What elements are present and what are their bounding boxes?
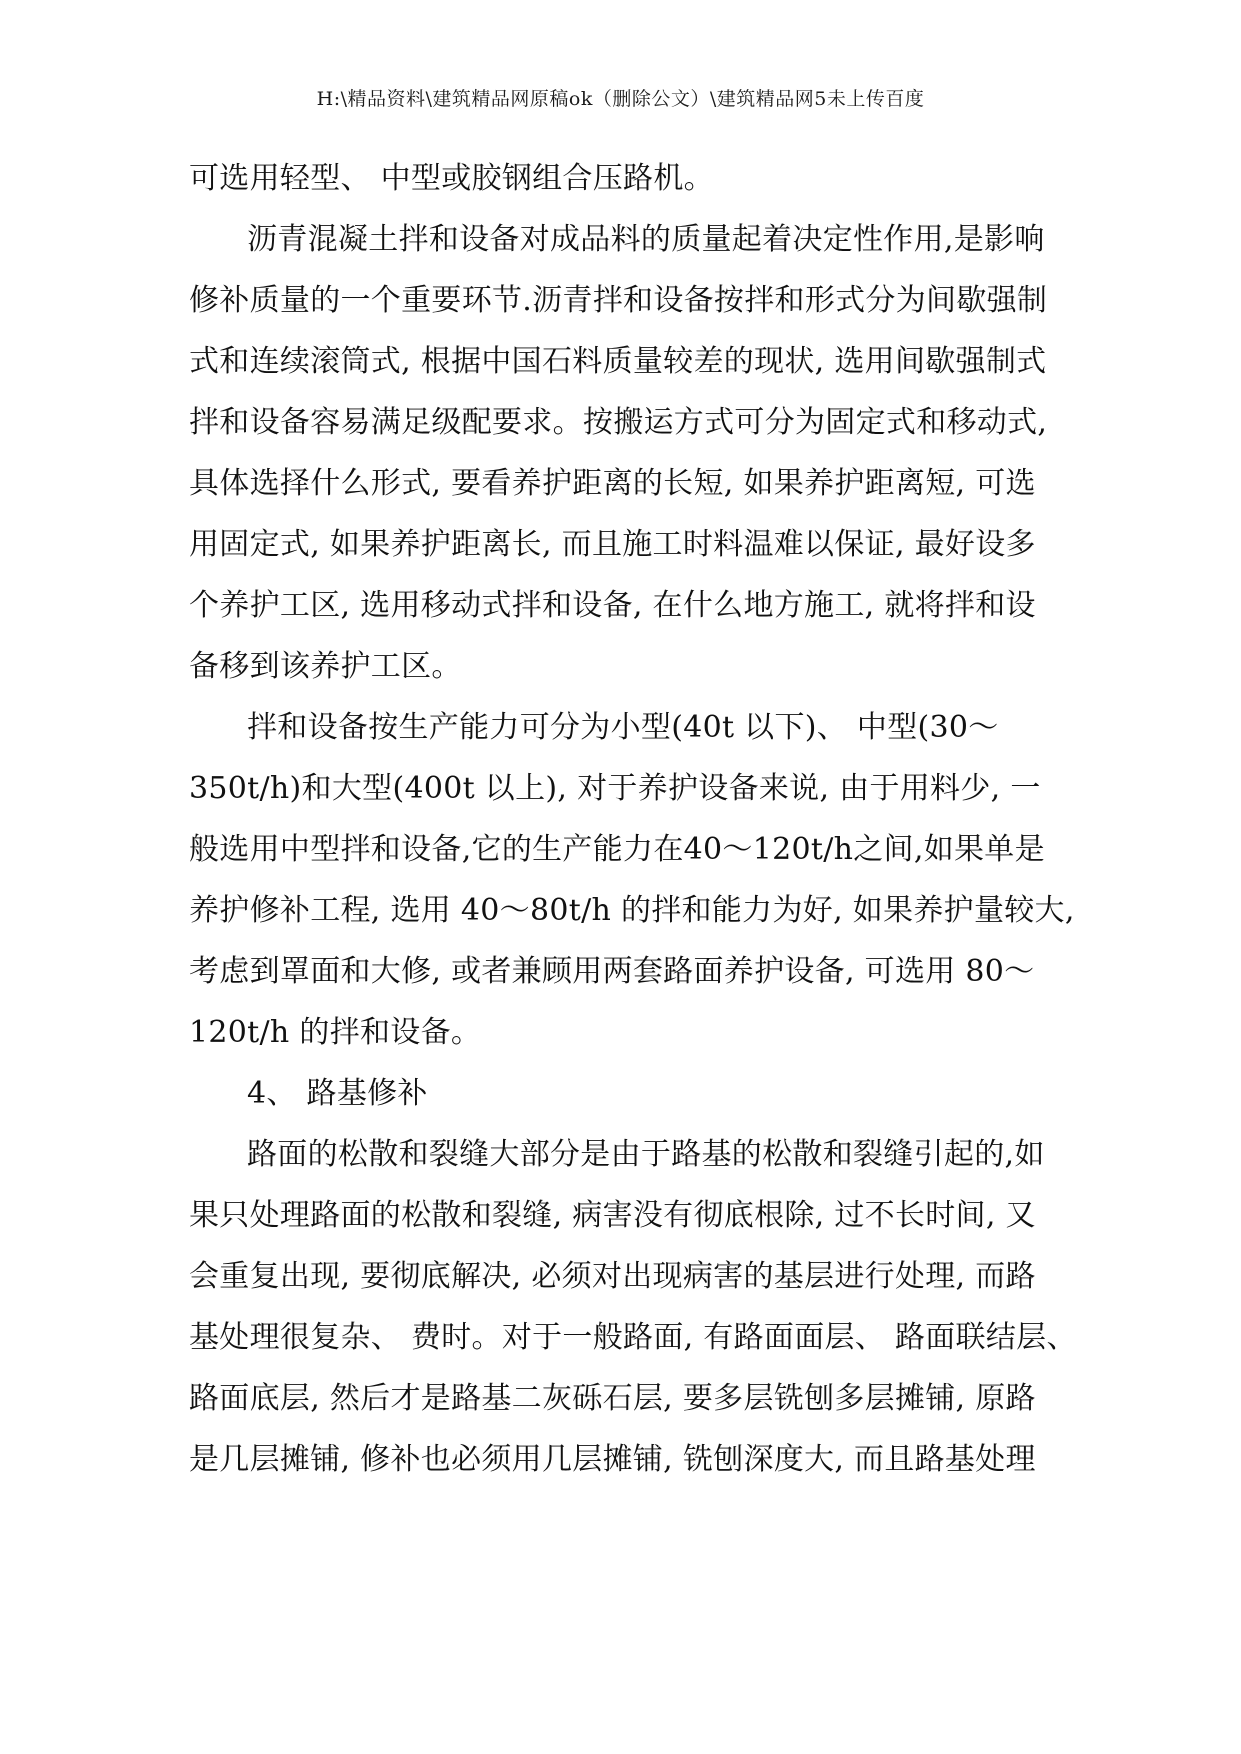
- page-header-path: H:\精品资料\建筑精品网原稿ok（删除公文）\建筑精品网5未上传百度: [316, 88, 925, 110]
- text-line: 路面底层, 然后才是路基二灰砾石层, 要多层铣刨多层摊铺, 原路: [189, 1381, 1036, 1416]
- text-line: 是几层摊铺, 修补也必须用几层摊铺, 铣刨深度大, 而且路基处理: [189, 1442, 1036, 1477]
- text-line: 养护修补工程, 选用 40～80t/h 的拌和能力为好, 如果养护量较大,: [189, 893, 1075, 928]
- text-line: 会重复出现, 要彻底解决, 必须对出现病害的基层进行处理, 而路: [189, 1259, 1036, 1294]
- text-line: 备移到该养护工区。: [189, 649, 462, 684]
- text-line: 拌和设备容易满足级配要求。按搬运方式可分为固定式和移动式,: [189, 405, 1048, 440]
- text-line: 基处理很复杂、 费时。对于一般路面, 有路面面层、 路面联结层、: [189, 1320, 1077, 1355]
- text-line: 350t/h)和大型(400t 以上), 对于养护设备来说, 由于用料少, 一: [189, 771, 1041, 806]
- text-line: 个养护工区, 选用移动式拌和设备, 在什么地方施工, 就将拌和设: [189, 588, 1036, 623]
- text-line: 般选用中型拌和设备,它的生产能力在40～120t/h之间,如果单是: [189, 832, 1045, 867]
- paragraph-first-line: 路面的松散和裂缝大部分是由于路基的松散和裂缝引起的,如: [247, 1137, 1045, 1172]
- text-line: 修补质量的一个重要环节.沥青拌和设备按拌和形式分为间歇强制: [189, 283, 1048, 318]
- body-text: [189, 148, 1077, 1490]
- section-heading: 4、 路基修补: [247, 1076, 428, 1111]
- text-line: 果只处理路面的松散和裂缝, 病害没有彻底根除, 过不长时间, 又: [189, 1198, 1036, 1233]
- text-line: 可选用轻型、 中型或胶钢组合压路机。: [189, 161, 714, 196]
- text-line: 式和连续滚筒式, 根据中国石料质量较差的现状, 选用间歇强制式: [189, 344, 1047, 379]
- paragraph-first-line: 拌和设备按生产能力可分为小型(40t 以下)、 中型(30～: [247, 710, 999, 745]
- text-line: 120t/h 的拌和设备。: [189, 1015, 482, 1050]
- paragraph-first-line: 沥青混凝土拌和设备对成品料的质量起着决定性作用,是影响: [247, 222, 1045, 257]
- text-line: 用固定式, 如果养护距离长, 而且施工时料温难以保证, 最好设多: [189, 527, 1036, 562]
- text-line: 具体选择什么形式, 要看养护距离的长短, 如果养护距离短, 可选: [189, 466, 1036, 501]
- text-line: 考虑到罩面和大修, 或者兼顾用两套路面养护设备, 可选用 80～: [189, 954, 1035, 989]
